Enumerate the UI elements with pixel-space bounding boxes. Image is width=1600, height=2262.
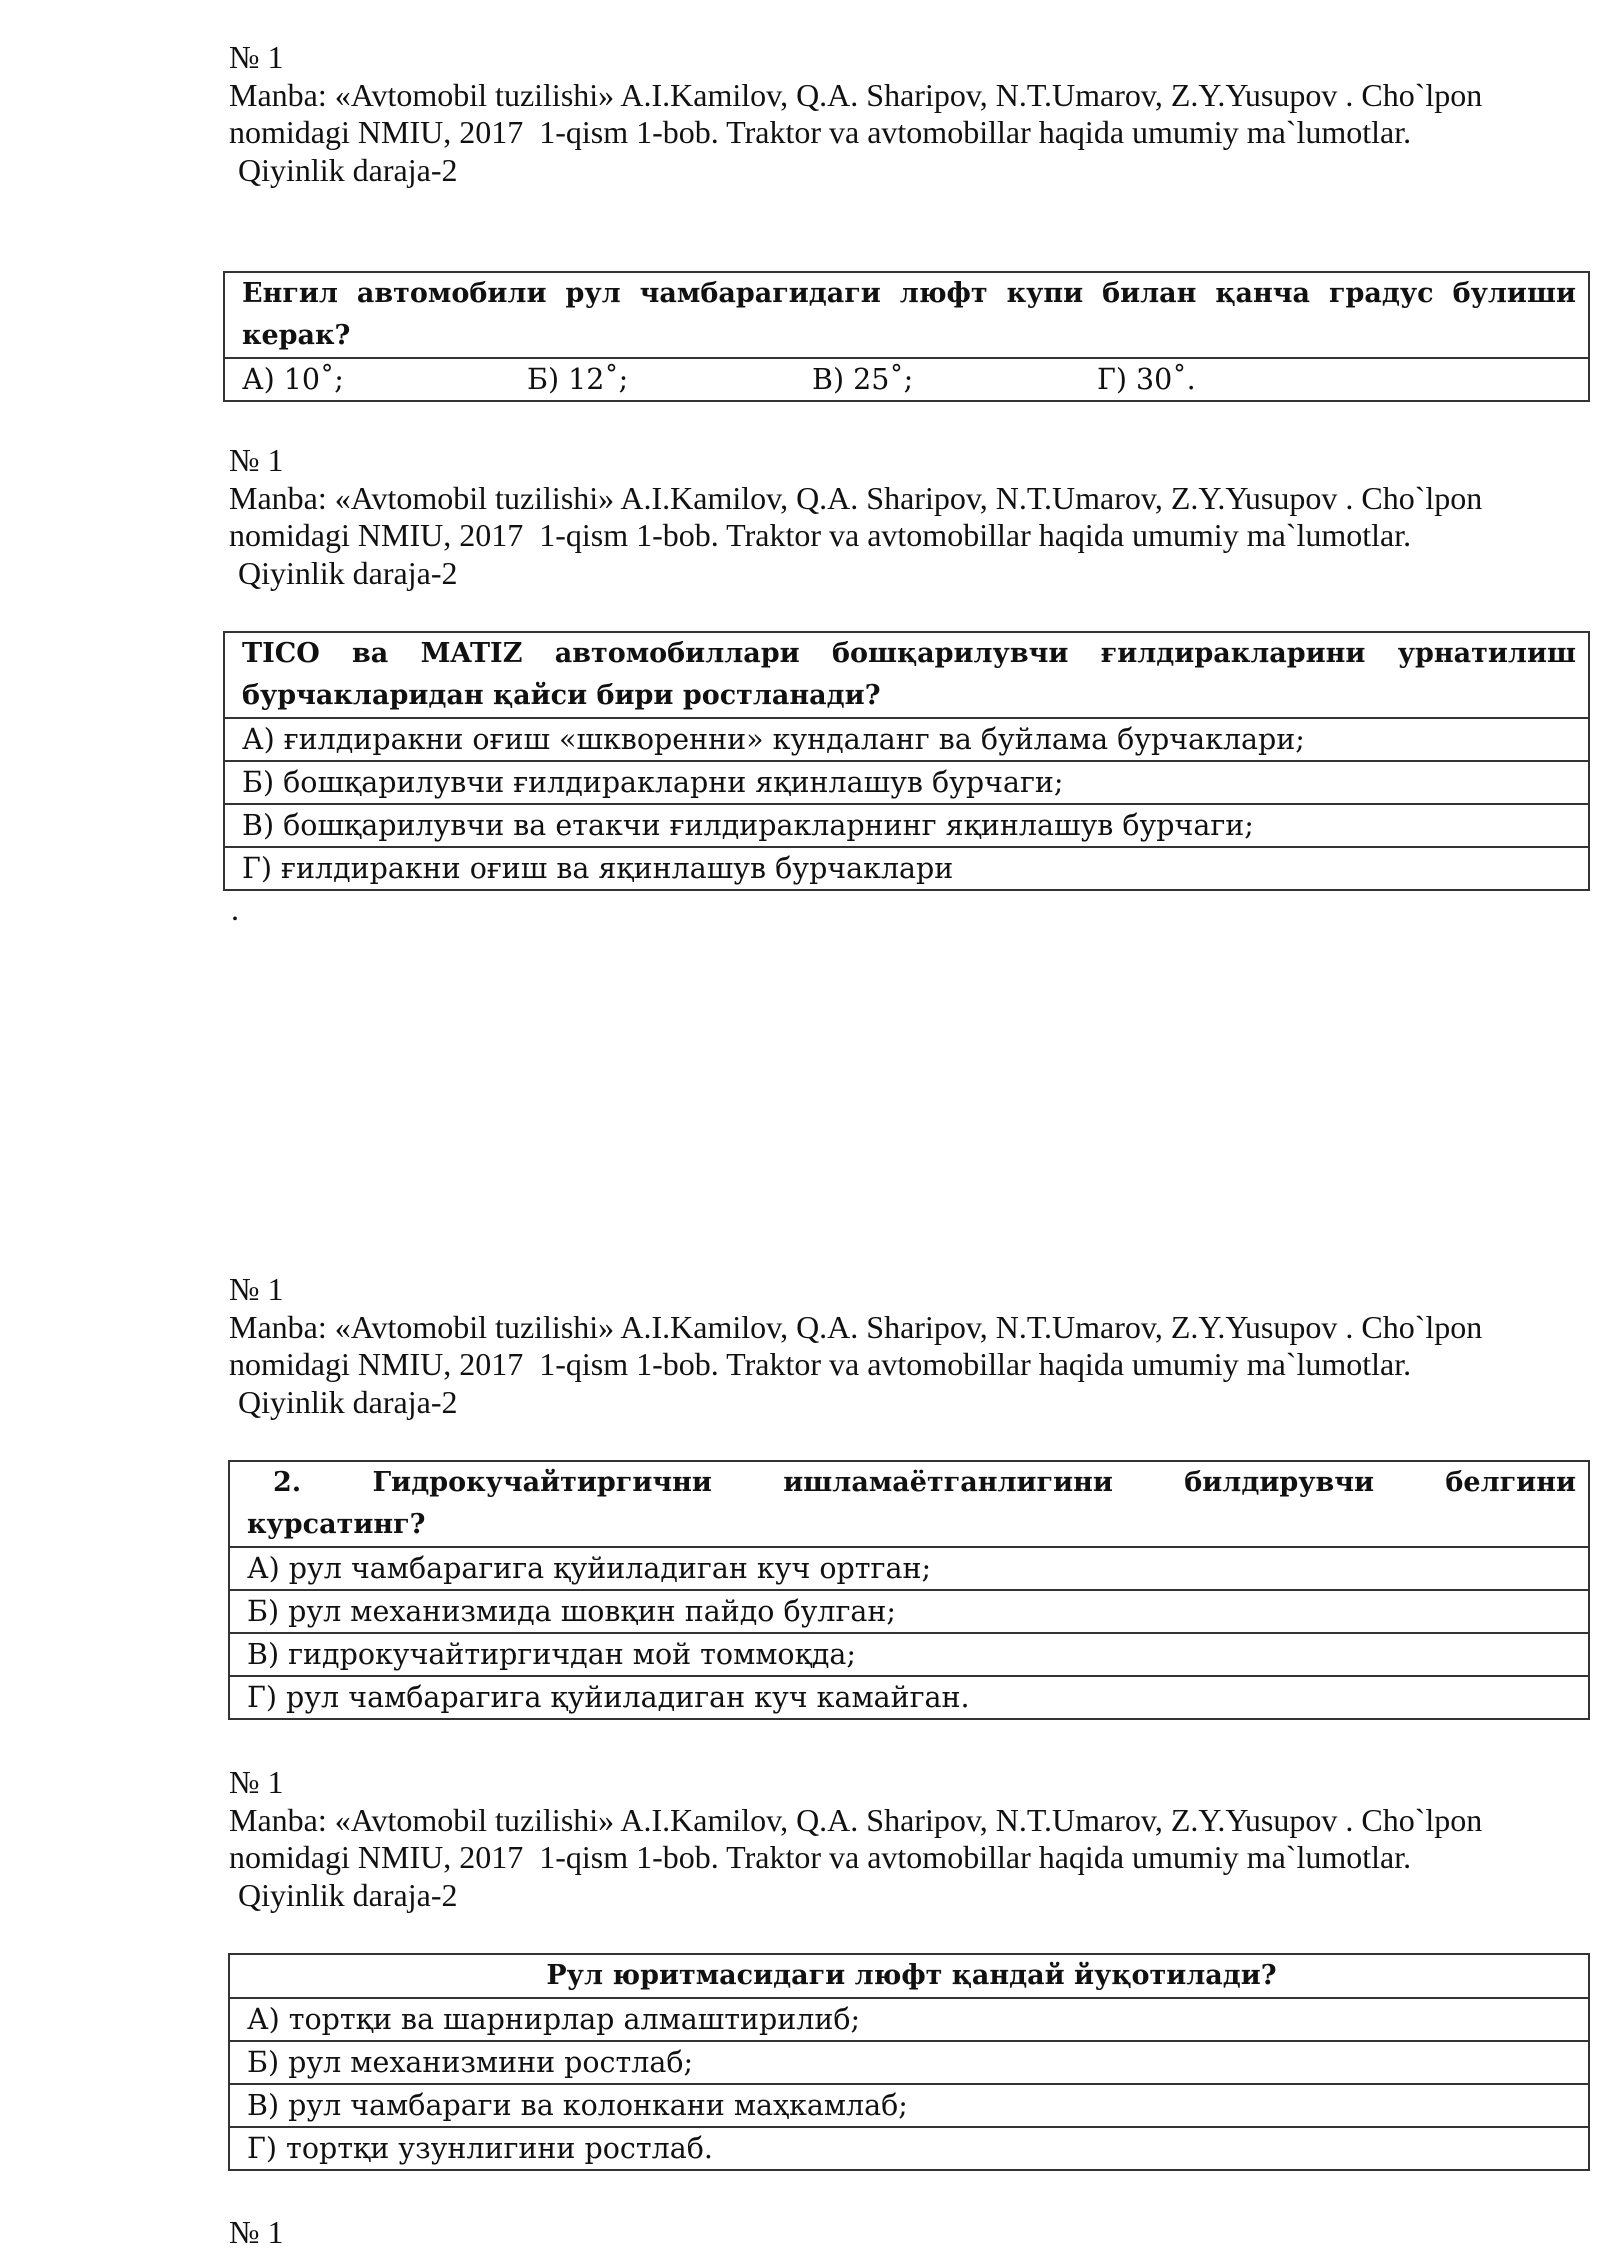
question-meta-2 [229,442,1482,592]
answer-option: В) рул чамбараги ва колонкани маҳкамлаб; [230,2083,1588,2126]
question-line: 2. Гидрокучайтиргични ишламаётганлигини билдирувчи белгини [273,1467,1576,1498]
question-table-2 [223,631,1590,891]
answer-option: Г) рул чамбарагига қуйиладиган куч камайган. [230,1675,1588,1718]
source-line: nomidagi NMIU, 2017 1-qism 1-bob. Traktor va avtomobillar haqida umumiy ma`lumotlar. [229,517,1412,553]
separator-dot: . [231,891,239,927]
question-line: бурчакларидан қайси бири ростланади? [242,680,881,711]
question-meta-5 [229,2214,284,2252]
question-meta-3 [229,1271,1482,1421]
source-line: nomidagi NMIU, 2017 1-qism 1-bob. Traktor va avtomobillar haqida umumiy ma`lumotlar. [229,114,1412,150]
source-line: Manba: «Avtomobil tuzilishi» A.I.Kamilov, Q.A. Sharipov, N.T.Umarov, Z.Y.Yusupov . Cho`lpon [229,1801,1483,1838]
question-text [230,1462,1588,1546]
answer-option: Б) рул механизмини ростлаб; [230,2040,1588,2083]
question-number: № 1 [229,2214,284,2250]
source-line: nomidagi NMIU, 2017 1-qism 1-bob. Traktor va avtomobillar haqida umumiy ma`lumotlar. [229,1839,1412,1875]
question-line: Енгил автомобили рул чамбарагидаги люфт купи билан қанча градус булиши [242,278,1576,309]
answer-option: А) ғилдиракни оғиш «шкворенни» кундаланг ва буйлама бурчаклари; [225,717,1588,760]
source-line: Manba: «Avtomobil tuzilishi» A.I.Kamilov, Q.A. Sharipov, N.T.Umarov, Z.Y.Yusupov . Cho`lpon [229,479,1483,516]
question-line: Рул юритмасидаги люфт қандай йуқотилади? [546,1960,1277,1991]
question-text [230,1955,1588,1997]
answer-option: В) бошқарилувчи ва етакчи ғилдиракларнинг яқинлашув бурчаги; [225,803,1588,846]
source-line: Manba: «Avtomobil tuzilishi» A.I.Kamilov, Q.A. Sharipov, N.T.Umarov, Z.Y.Yusupov . Cho`lpon [229,76,1483,113]
question-line: курсатинг? [247,1509,426,1540]
source-line: nomidagi NMIU, 2017 1-qism 1-bob. Traktor va avtomobillar haqida umumiy ma`lumotlar. [229,1346,1412,1382]
question-text [225,273,1588,357]
answer-option: А) тортқи ва шарнирлар алмаштирилиб; [230,1997,1588,2040]
answer-option: В) 25˚; [812,363,914,396]
question-table-3 [228,1460,1590,1720]
answer-option: Б) 12˚; [527,363,629,396]
answer-option: Б) рул механизмида шовқин пайдо булган; [230,1589,1588,1632]
question-number: № 1 [229,1764,284,1800]
answer-option: Б) бошқарилувчи ғилдиракларни яқинлашув бурчаги; [225,760,1588,803]
question-number: № 1 [229,442,284,478]
question-text [225,633,1588,717]
answer-option: Г) тортқи узунлигини ростлаб. [230,2126,1588,2169]
difficulty-level: Qiyinlik daraja-2 [238,1383,458,1420]
answer-option: В) гидрокучайтиргичдан мой томмоқда; [230,1632,1588,1675]
answer-option: Г) ғилдиракни оғиш ва яқинлашув бурчаклари [225,846,1588,889]
question-line: керак? [242,320,351,351]
answer-options-row [225,357,1588,400]
answer-option: А) 10˚; [242,363,344,396]
question-meta-4 [229,1764,1482,1914]
answer-option: Г) 30˚. [1097,363,1196,396]
question-table-4 [228,1953,1590,2171]
question-meta-1 [229,39,1482,189]
answer-option: А) рул чамбарагига қуйиладиган куч ортган; [230,1546,1588,1589]
question-number: № 1 [229,39,284,75]
question-table-1 [223,271,1590,402]
difficulty-level: Qiyinlik daraja-2 [238,151,458,188]
difficulty-level: Qiyinlik daraja-2 [238,554,458,591]
question-number: № 1 [229,1271,284,1307]
difficulty-level: Qiyinlik daraja-2 [238,1876,458,1913]
question-line: TICO ва MATIZ автомобиллари бошқарилувчи ғилдиракларини урнатилиш [242,638,1576,669]
source-line: Manba: «Avtomobil tuzilishi» A.I.Kamilov, Q.A. Sharipov, N.T.Umarov, Z.Y.Yusupov . Cho`lpon [229,1308,1483,1345]
